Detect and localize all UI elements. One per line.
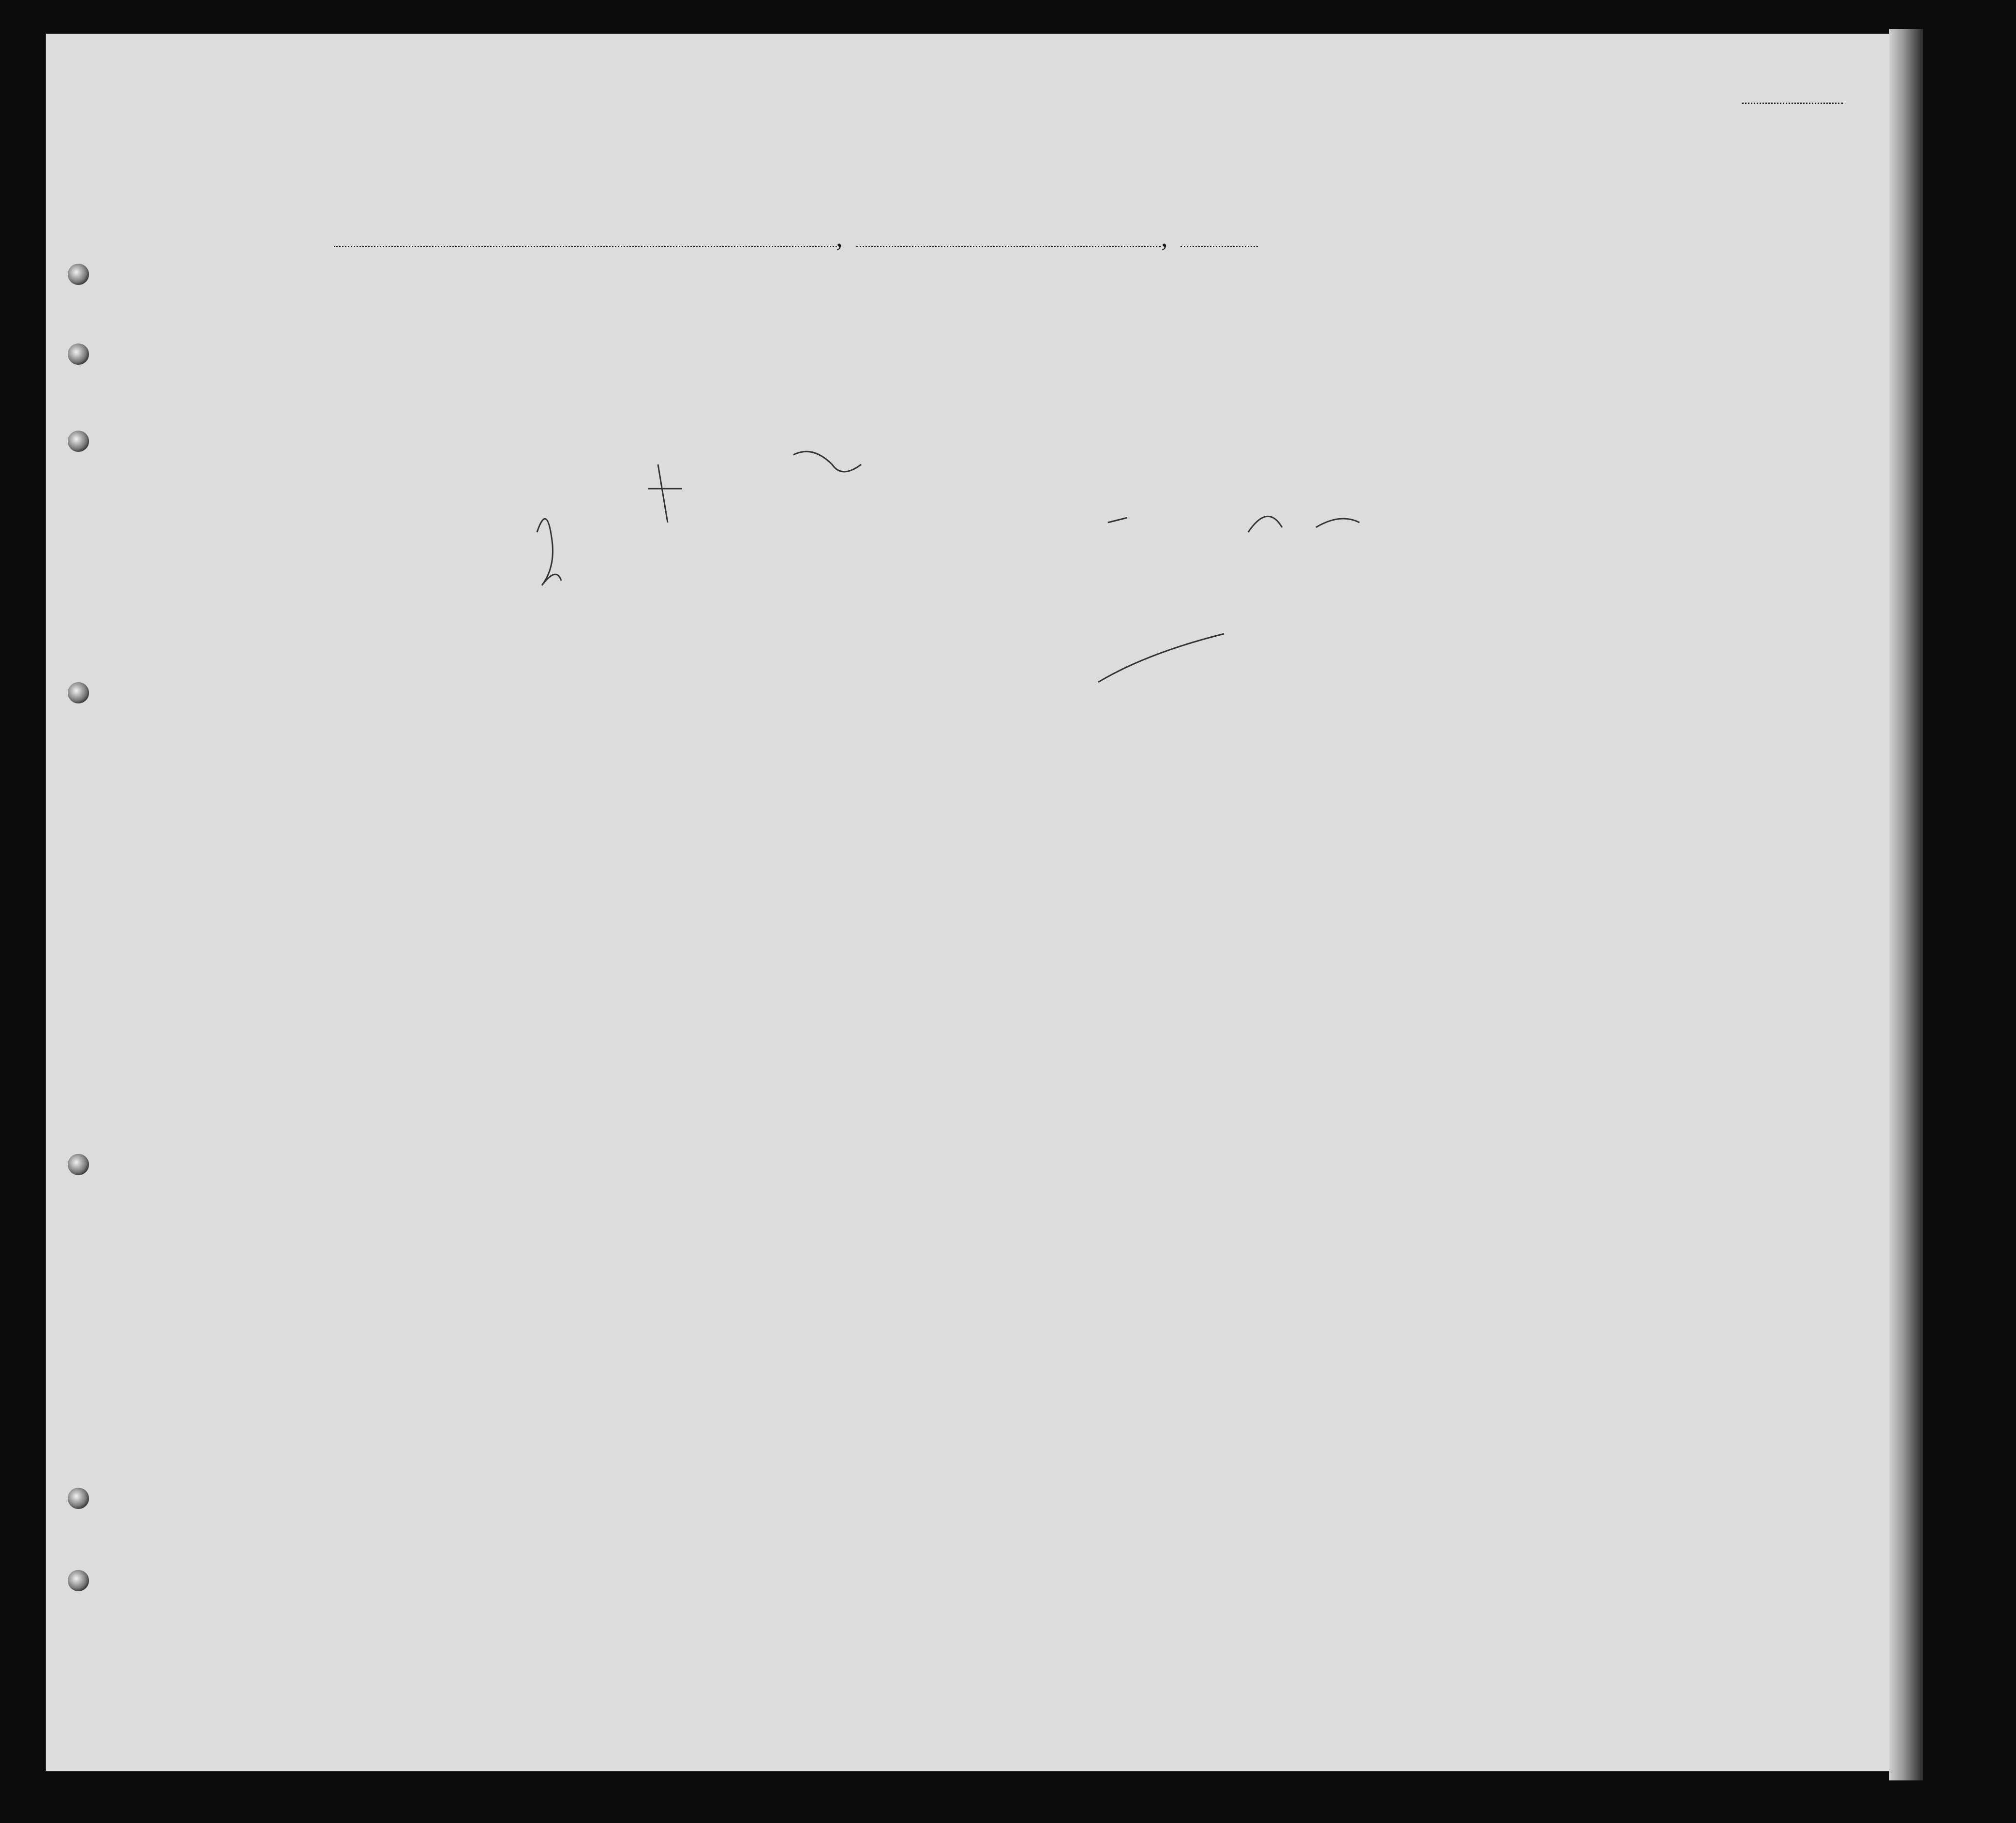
handwritten-mark — [537, 519, 561, 585]
comma: , — [836, 223, 843, 252]
handwritten-mark — [1098, 634, 1224, 682]
handwritten-mark — [1108, 516, 1282, 532]
handwritten-mark — [648, 464, 682, 523]
comma: , — [1161, 223, 1168, 252]
handwritten-mark — [1316, 519, 1359, 527]
handwritten-mark — [793, 451, 861, 472]
